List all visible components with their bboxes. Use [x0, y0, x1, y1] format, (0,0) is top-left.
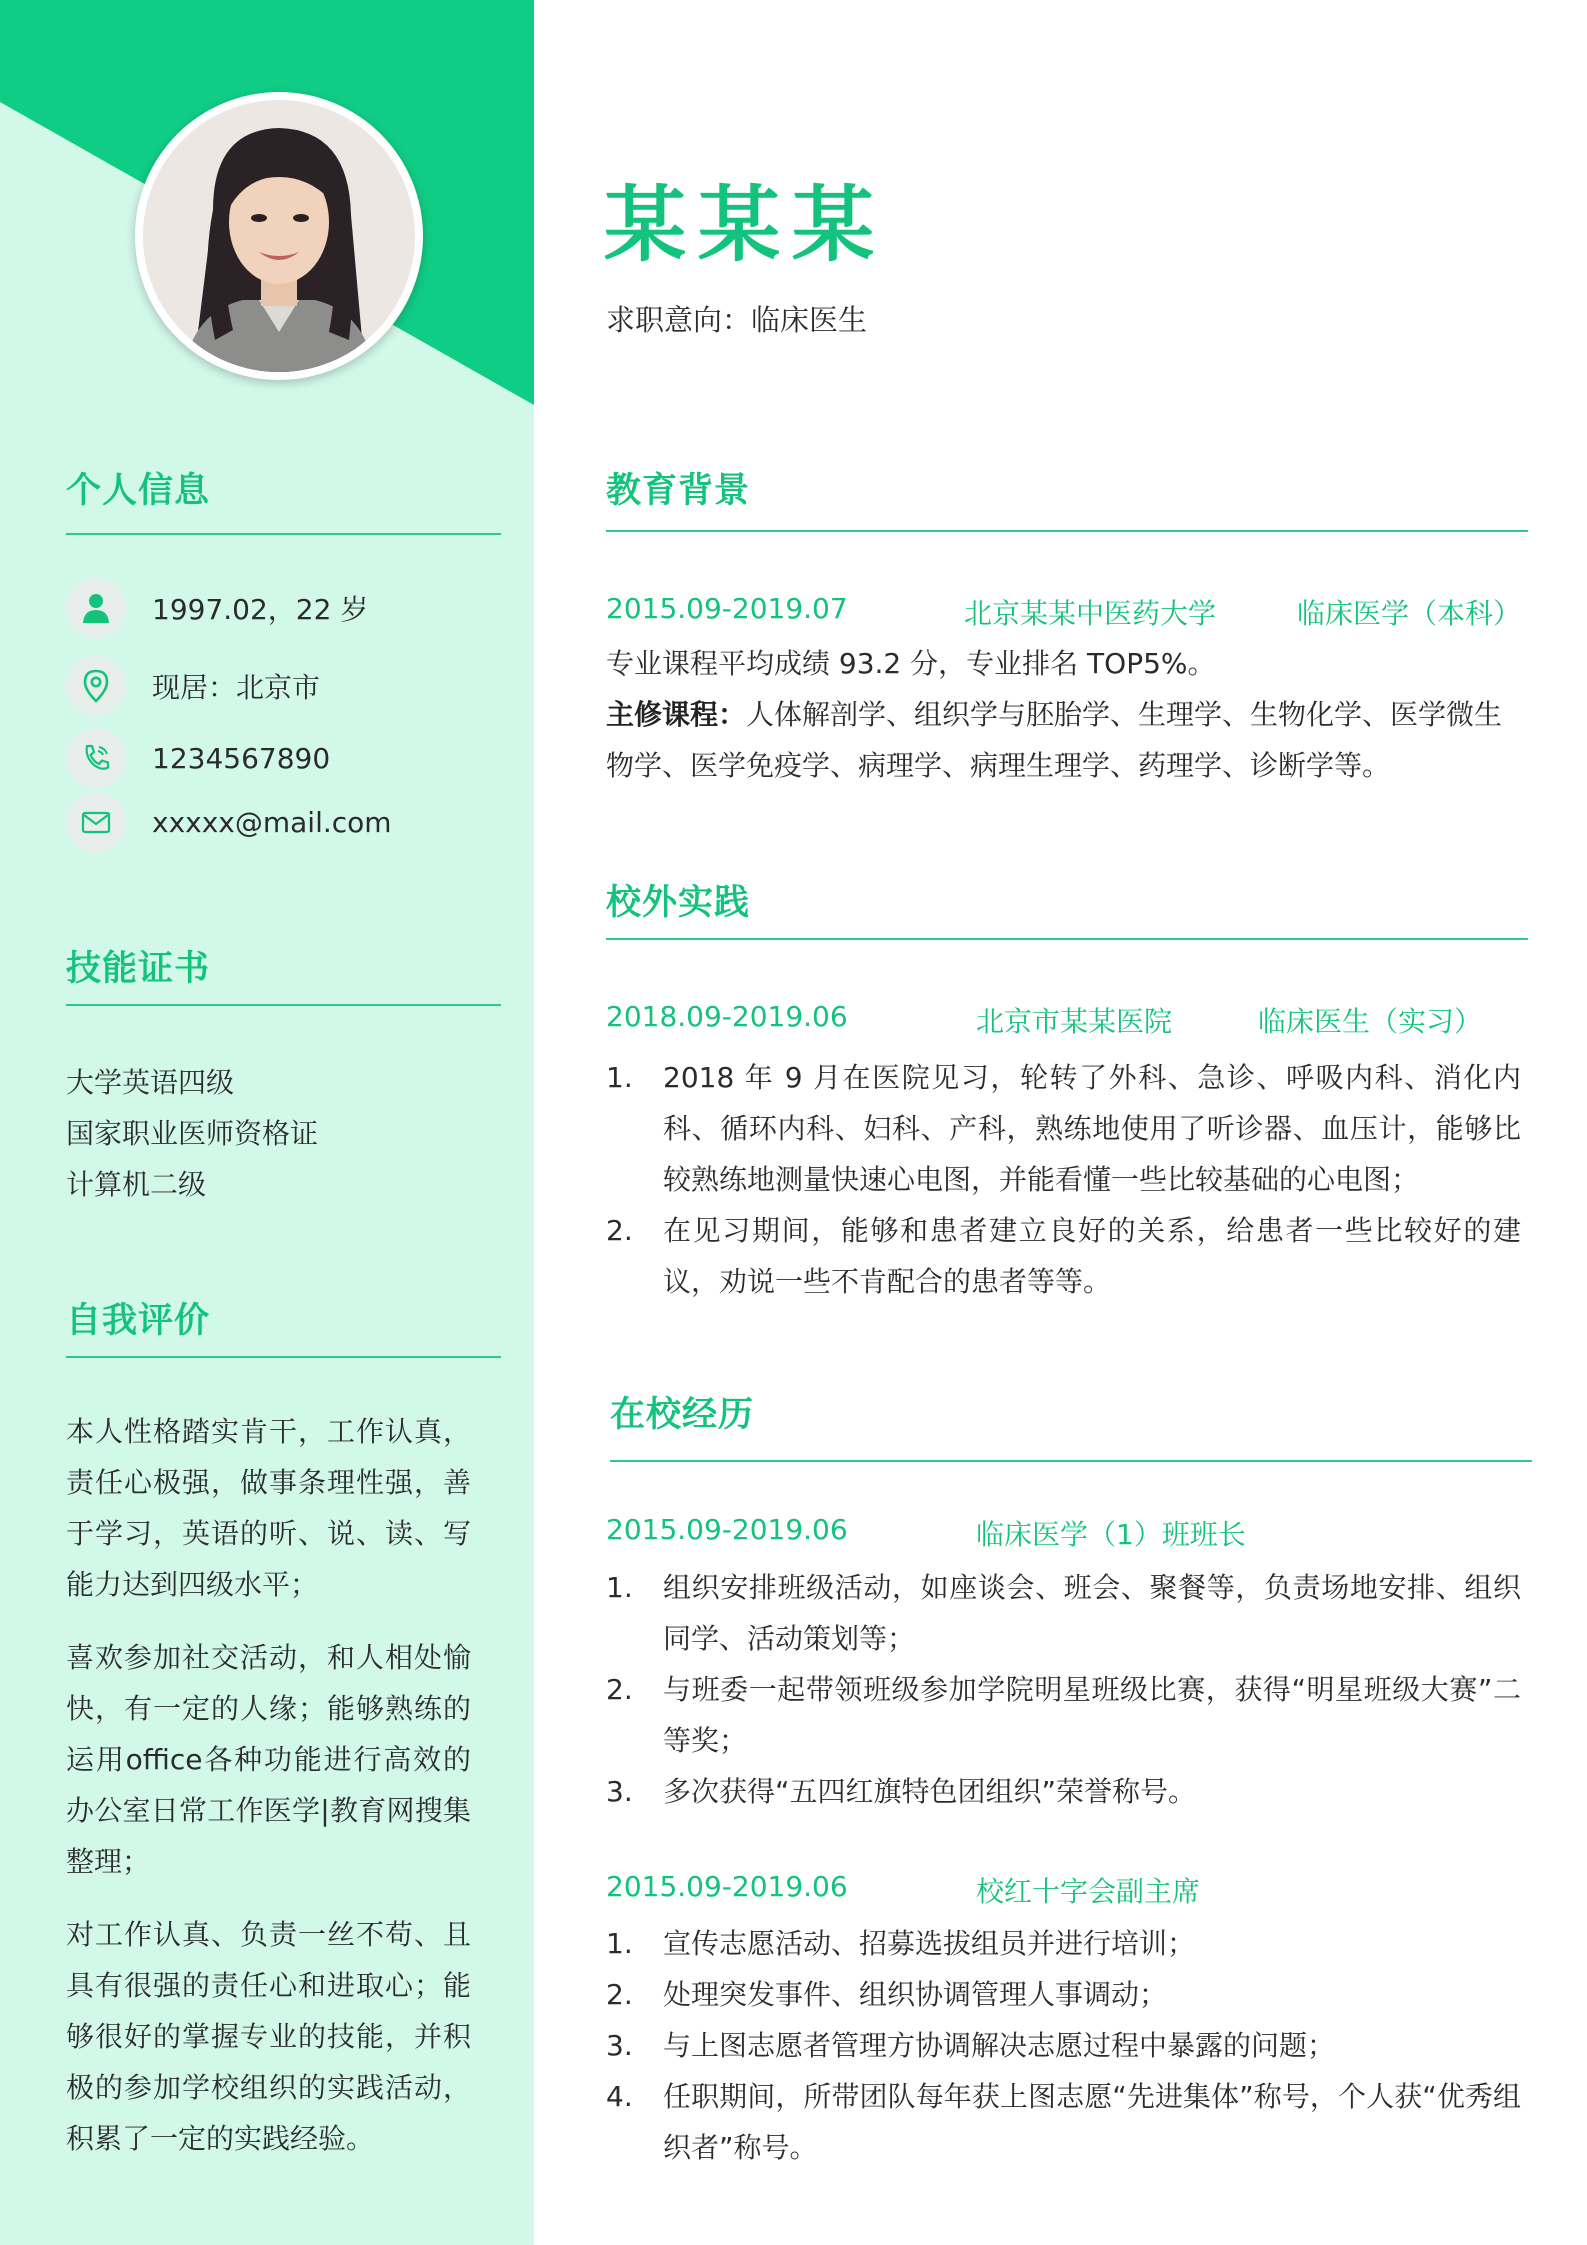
education-courses-label: 主修课程： [606, 698, 747, 731]
list-number: 1. [606, 1927, 633, 1960]
campus-job2-date: 2015.09-2019.06 [606, 1870, 848, 1903]
practice-entry-head [606, 1000, 1521, 1040]
list-item-text: 与班委一起带领班级参加学院明星班级比赛，获得“明星班级大赛”二等奖； [663, 1673, 1521, 1757]
campus-job2-head [606, 1870, 1521, 1910]
education-courses-line1: 人体解剖学、组织学与胚胎学、生理学、生物化学、医学微生 [746, 698, 1503, 731]
self-eval-text [66, 1406, 471, 2186]
list-item [606, 1766, 1521, 1817]
info-birth-text: 1997.02，22 岁 [152, 593, 369, 626]
skills-list [66, 1057, 318, 1210]
list-item-text: 宣传志愿活动、招募选拔组员并进行培训； [663, 1927, 1196, 1960]
candidate-name: 某某某 [604, 178, 887, 273]
practice-divider [606, 938, 1528, 940]
info-birth [66, 578, 368, 638]
list-item [606, 2071, 1521, 2173]
education-title: 教育背景 [606, 471, 751, 511]
skill-item: 国家职业医师资格证 [66, 1117, 319, 1150]
list-item-text: 在见习期间，能够和患者建立良好的关系，给患者一些比较好的建议，劝说一些不肯配合的患者等等。 [663, 1214, 1521, 1298]
avatar-photo [143, 100, 415, 372]
list-item [606, 1969, 1521, 2020]
personal-info-title: 个人信息 [66, 471, 211, 511]
education-major: 临床医学（本科） [1296, 597, 1521, 630]
list-item-text: 与上图志愿者管理方协调解决志愿过程中暴露的问题； [663, 2029, 1336, 2062]
list-item [606, 1562, 1521, 1664]
list-number: 4. [606, 2080, 633, 2113]
info-email [66, 792, 392, 852]
list-item [606, 2020, 1521, 2071]
info-phone [66, 728, 330, 788]
person-icon [66, 578, 126, 638]
info-location [66, 656, 320, 716]
self-eval-paragraph: 喜欢参加社交活动，和人相处愉快，有一定的人缘；能够熟练的运用office各种功能进行高效的办公室日常工作医学|教育网搜集整理； [66, 1641, 471, 1878]
list-item-text: 多次获得“五四红旗特色团组织”荣誉称号。 [663, 1775, 1197, 1808]
list-number: 1. [606, 1571, 633, 1604]
self-eval-divider [66, 1356, 501, 1358]
skill-item: 大学英语四级 [66, 1066, 235, 1099]
practice-role: 临床医生（实习） [1258, 1005, 1483, 1038]
job-intent-value: 临床医生 [751, 303, 868, 337]
list-number: 2. [606, 1978, 633, 2011]
personal-info-divider [66, 533, 501, 535]
practice-title: 校外实践 [606, 883, 751, 923]
list-number: 1. [606, 1061, 633, 1094]
list-number: 3. [606, 1775, 633, 1808]
campus-job1-role: 临床医学（1）班班长 [976, 1518, 1246, 1551]
list-item-text: 处理突发事件、组织协调管理人事调动； [663, 1978, 1168, 2011]
list-item [606, 1052, 1521, 1205]
list-item [606, 1918, 1521, 1969]
self-eval-title: 自我评价 [66, 1301, 211, 1341]
list-number: 3. [606, 2029, 633, 2062]
sidebar [0, 0, 534, 2245]
education-entry-head [606, 592, 1521, 632]
info-email-text: xxxxx@mail.com [152, 805, 392, 839]
education-date: 2015.09-2019.07 [606, 592, 848, 625]
practice-date: 2018.09-2019.06 [606, 1000, 848, 1033]
job-intent-label: 求职意向： [606, 303, 752, 337]
campus-job1-list [606, 1562, 1521, 1817]
education-divider [606, 530, 1528, 532]
campus-divider [610, 1460, 1532, 1462]
list-number: 2. [606, 1214, 633, 1247]
list-number: 2. [606, 1673, 633, 1706]
list-item [606, 1205, 1521, 1307]
self-eval-paragraph: 对工作认真、负责一丝不苟、且具有很强的责任心和进取心；能够很好的掌握专业的技能，并积极的参加学校组织的实践活动，积累了一定的实践经验。 [66, 1918, 471, 2155]
list-item-text: 组织安排班级活动，如座谈会、班会、聚餐等，负责场地安排、组织同学、活动策划等； [663, 1571, 1521, 1655]
campus-job1-date: 2015.09-2019.06 [606, 1513, 848, 1546]
phone-icon [66, 728, 126, 788]
info-phone-text: 1234567890 [152, 741, 331, 775]
education-school: 北京某某中医药大学 [964, 597, 1217, 630]
avatar [135, 92, 423, 380]
education-courses-line2: 物学、医学免疫学、病理学、病理生理学、药理学、诊断学等。 [606, 749, 1391, 782]
campus-job1-head [606, 1513, 1521, 1553]
list-item-text: 2018 年 9 月在医院见习，轮转了外科、急诊、呼吸内科、消化内科、循环内科、妇科、产科，熟练地使用了听诊器、血压计，能够比较熟练地测量快速心电图，并能看懂一些比较基础的心电图； [663, 1061, 1521, 1196]
info-location-text: 现居：北京市 [152, 671, 321, 704]
skills-divider [66, 1004, 501, 1006]
campus-job2-list [606, 1918, 1521, 2173]
practice-org: 北京市某某医院 [976, 1005, 1173, 1038]
list-item [606, 1664, 1521, 1766]
location-icon [66, 656, 126, 716]
campus-job2-role: 校红十字会副主席 [976, 1875, 1201, 1908]
skills-title: 技能证书 [66, 949, 211, 989]
campus-title: 在校经历 [610, 1395, 755, 1435]
practice-list [606, 1052, 1521, 1307]
skill-item: 计算机二级 [66, 1168, 207, 1201]
mail-icon [66, 792, 126, 852]
list-item-text: 任职期间，所带团队每年获上图志愿“先进集体”称号，个人获“优秀组织者”称号。 [663, 2080, 1521, 2164]
job-intent [606, 298, 867, 339]
self-eval-paragraph: 本人性格踏实肯干，工作认真，责任心极强，做事条理性强，善于学习，英语的听、说、读、写能力达到四级水平； [66, 1415, 471, 1601]
education-gpa: 专业课程平均成绩 93.2 分，专业排名 TOP5%。 [606, 647, 1216, 680]
education-details [606, 638, 1521, 791]
